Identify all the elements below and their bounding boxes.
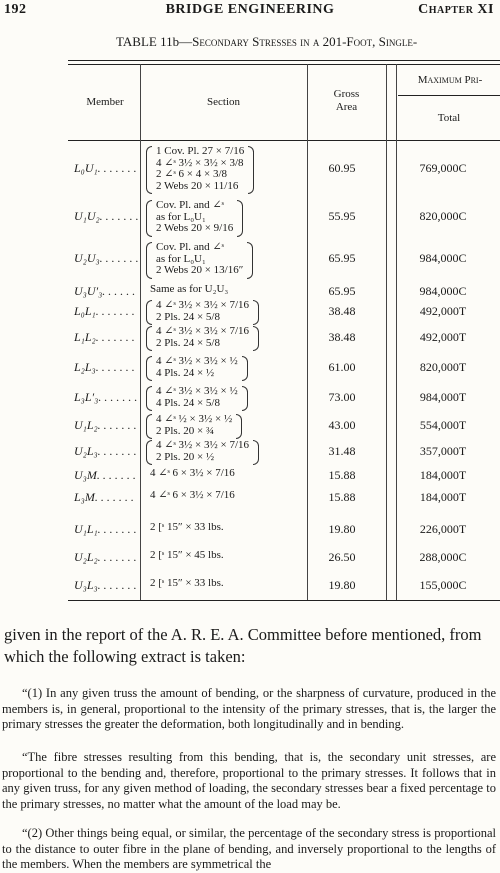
member-cell: L₀U₁. . . . . . .	[74, 161, 137, 175]
member-cell: U₂U₃. . . . . . .	[74, 251, 139, 266]
member-cell: U₃U′₃. . . . . .	[74, 283, 136, 298]
chapter-label: Chapter XI	[418, 2, 494, 17]
section-line: 1 Cov. Pl. 27 × 7/16	[156, 145, 245, 157]
member-cell: L₃M. . . . . . .	[74, 489, 134, 504]
section-line: 2 ∠ˢ 6 × 4 × 3/8	[156, 168, 228, 180]
section-cell	[146, 578, 224, 590]
section-line: 4 ∠ˢ 3½ × 3½ × 7/16	[156, 325, 250, 337]
gross-area-cell: 19.80	[328, 577, 356, 592]
table-top-rule	[68, 60, 500, 61]
section-line: 4 ∠ˢ 3½ × 3½ × 3/8	[156, 156, 244, 169]
section-cell	[146, 200, 233, 235]
brace-right	[237, 200, 243, 237]
brace-right	[242, 356, 248, 381]
section-line: 2 [ˢ 15″ × 45 lbs.	[150, 549, 224, 561]
brace-right	[236, 414, 242, 439]
gross-area-cell: 38.48	[328, 303, 356, 318]
section-cell	[146, 242, 243, 277]
total-stress-cell: 820,000T	[419, 359, 467, 374]
brace-right	[248, 146, 254, 194]
total-stress-cell: 155,000C	[419, 577, 467, 592]
table-caption-number: TABLE 11b—	[116, 34, 193, 49]
brace-left	[146, 414, 152, 439]
section-line: 4 ∠ˢ 3½ × 3½ × 7/16	[156, 439, 250, 451]
section-cell	[146, 522, 224, 534]
member-cell: U₃L₃. . . . . . .	[74, 577, 137, 592]
section-cell	[146, 414, 232, 437]
section-cell	[146, 300, 249, 323]
page-header	[0, 0, 500, 20]
header-gross-label: Gross	[333, 88, 360, 100]
section-line: 2 Webs 20 × 13/16″	[156, 264, 244, 276]
section-line: 4 Pls. 24 × 5/8	[156, 396, 220, 409]
gross-area-cell: 61.00	[328, 359, 356, 374]
section-line: 4 ∠ˢ 6 × 3½ × 7/16	[150, 489, 235, 501]
brace-left	[146, 326, 152, 351]
section-line: Same as for U₂U₃	[150, 283, 229, 295]
gross-area-cell: 60.95	[328, 161, 356, 175]
total-stress-cell: 184,000T	[419, 467, 467, 482]
section-cell	[146, 284, 228, 296]
total-stress-cell: 492,000T	[419, 329, 467, 344]
gross-area-cell: 43.00	[328, 417, 356, 432]
total-stress-cell: 226,000T	[419, 521, 467, 536]
header-area-label: Area	[335, 101, 358, 113]
gross-area-cell: 65.95	[328, 283, 356, 298]
section-line: 4 Pls. 24 × ½	[156, 366, 215, 379]
section-line: Cov. Pl. and ∠ˢ	[156, 199, 224, 211]
table-top-rule-2	[68, 64, 500, 65]
section-line: 4 ∠ˢ 3½ × 3½ × 7/16	[156, 299, 250, 311]
header-maximum: Maximum Pri-	[417, 74, 483, 86]
section-line: 4 ∠ˢ 3½ × 3½ × ½	[156, 385, 238, 397]
brace-left	[146, 356, 152, 381]
gross-area-cell: 15.88	[328, 467, 356, 482]
gross-area-cell: 65.95	[328, 251, 356, 266]
section-line: 2 Pls. 20 × ½	[156, 450, 215, 463]
brace-right	[242, 386, 248, 411]
brace-left	[146, 146, 152, 194]
header-total: Total	[437, 112, 461, 124]
gross-area-cell: 73.00	[328, 389, 356, 404]
table-bottom-rule	[68, 600, 500, 601]
table-caption-title: Secondary Stresses in a 201-Foot, Single-	[192, 34, 418, 49]
section-cell	[146, 386, 238, 409]
section-line: 2 Webs 20 × 11/16	[156, 179, 239, 192]
quote-paragraph-3: “(2) Other things being equal, or similar, the percentage of the secondary stress is proportional to the distance to outer fibre in the plane of bending, and inversely proportional to the lengths of the members. When the members are symmetrical the	[2, 826, 496, 871]
section-line: 2 Pls. 24 × 5/8	[156, 336, 220, 349]
brace-right	[247, 242, 253, 279]
header-section: Section	[207, 96, 240, 108]
total-stress-cell: 554,000T	[419, 417, 467, 432]
total-stress-cell: 184,000T	[419, 489, 467, 504]
gross-area-cell: 31.48	[328, 443, 356, 458]
gross-area-cell: 15.88	[328, 489, 356, 504]
member-cell: U₂L₂. . . . . . .	[74, 549, 137, 564]
section-line: as for L₀U₁	[156, 210, 206, 223]
section-cell	[146, 146, 244, 192]
section-cell	[146, 468, 235, 480]
section-line: Cov. Pl. and ∠ˢ	[156, 241, 224, 253]
gross-area-cell: 19.80	[328, 521, 356, 536]
quote-paragraph-2: “The fibre stresses resulting from this bending, that is, the secondary unit stresses, are proportional to the bending and, therefore, proportional to the primary stresses. It follows that in any given truss, for any given method of loading, the secondary stresses bear a fixed percentage to the primary stresses, no matter what the amount of the load may be.	[2, 750, 496, 811]
section-cell	[146, 356, 238, 379]
section-line: as for L₀U₁	[156, 252, 206, 265]
section-line: 2 Webs 20 × 9/16	[156, 222, 234, 234]
member-cell: U₂L₃. . . . . . .	[74, 443, 137, 458]
total-stress-cell: 288,000C	[419, 549, 467, 564]
member-cell: L₂L₃. . . . . . .	[74, 359, 135, 374]
quote-paragraph-1: “(1) In any given truss the amount of bending, or the sharpness of curvature, produced in the members is, in general, proportional to the intensity of the primary stresses, that is, the larger the primary stresses the greater the deformation, both longitudinally and in bending.	[2, 686, 496, 731]
total-stress-cell: 984,000C	[419, 251, 467, 266]
section-cell	[146, 440, 249, 463]
section-cell	[146, 550, 224, 562]
brace-left	[146, 200, 152, 237]
table-caption	[116, 34, 500, 50]
member-cell: L₀L₁. . . . . . .	[74, 303, 135, 318]
page-number: 192	[4, 2, 27, 17]
brace-left	[146, 242, 152, 279]
section-line: 2 Pls. 24 × 5/8	[156, 310, 220, 323]
total-stress-cell: 492,000T	[419, 303, 467, 318]
brace-right	[253, 326, 259, 351]
column-divider	[140, 64, 141, 600]
section-line: 4 ∠ˢ 3½ × 3½ × ½	[156, 355, 238, 367]
member-cell: U₃M. . . . . . .	[74, 467, 136, 482]
brace-left	[146, 440, 152, 465]
header-gross-area	[307, 88, 386, 114]
total-stress-cell: 357,000T	[419, 443, 467, 458]
brace-right	[253, 440, 259, 465]
member-cell: L₁L₂. . . . . . .	[74, 329, 135, 344]
max-header-rule	[398, 95, 500, 96]
total-stress-cell: 984,000C	[419, 283, 467, 298]
member-cell: U₁U₂. . . . . . .	[74, 209, 139, 224]
brace-right	[253, 300, 259, 325]
gross-area-cell: 26.50	[328, 549, 356, 564]
section-line: 4 ∠ˢ ½ × 3½ × ½	[156, 413, 233, 425]
brace-left	[146, 386, 152, 411]
member-cell: U₁L₂. . . . . . .	[74, 417, 137, 432]
section-cell	[146, 490, 235, 502]
section-line: 2 Pls. 20 × ¾	[156, 424, 215, 437]
gross-area-cell: 55.95	[328, 209, 356, 224]
running-title: BRIDGE ENGINEERING	[165, 2, 335, 17]
intro-paragraph: given in the report of the A. R. E. A. Committee before mentioned, from which the following extract is taken:	[4, 625, 482, 666]
member-cell: U₁L₁. . . . . . .	[74, 521, 137, 536]
brace-left	[146, 300, 152, 325]
section-cell	[146, 326, 249, 349]
total-stress-cell: 984,000T	[419, 389, 467, 404]
header-member: Member	[86, 96, 124, 108]
section-line: 2 [ˢ 15″ × 33 lbs.	[150, 521, 224, 533]
section-line: 4 ∠ˢ 6 × 3½ × 7/16	[150, 467, 235, 479]
total-stress-cell: 820,000C	[419, 209, 467, 224]
table-header-rule	[68, 140, 500, 141]
total-stress-cell: 769,000C	[419, 161, 467, 175]
member-cell: L₃L′₃. . . . . . .	[74, 389, 138, 404]
section-line: 2 [ˢ 15″ × 33 lbs.	[150, 577, 224, 589]
gross-area-cell: 38.48	[328, 329, 356, 344]
